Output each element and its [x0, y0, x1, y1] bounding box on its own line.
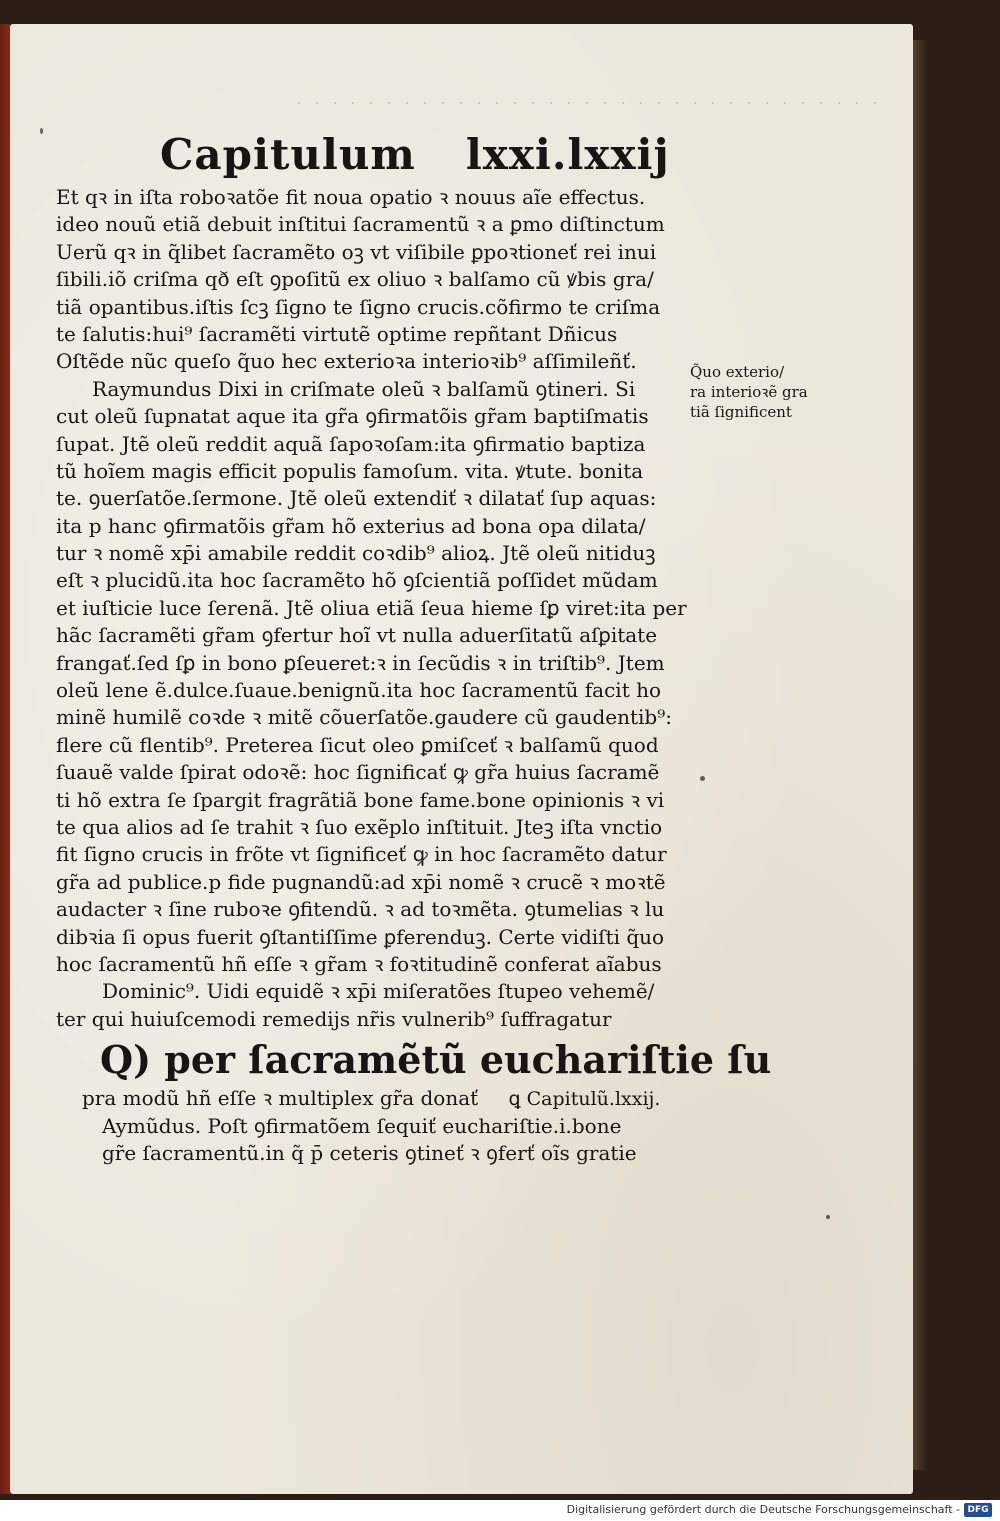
text-line: et iuſticie luce ſerenã. Jtẽ oliua etiã ſeua hieme ſꝑ viret:ita per: [56, 595, 687, 620]
text-line: Dominic⁹. Uidi equidẽ ꝛ xp̄i miſeratões ſtupeo vehemẽ/: [102, 979, 655, 1004]
margin-note-line: Q̃uo exterio/: [690, 363, 785, 381]
text-line: cut oleũ ſupnatat aque ita gr̃a ꝯfirmatõis gr̃am baptiſmatis: [56, 404, 649, 429]
text-line: ſuauẽ valde ſpirat odoꝛẽ: hoc ſignificať ꝙ gr̃a huius ſacramẽ: [56, 760, 660, 785]
text-line: ter qui huiuſcemodi remedijs nr̃is vulnerib⁹ ſuffragatur: [56, 1006, 612, 1031]
margin-note: [690, 362, 812, 422]
ink-spot: [40, 128, 43, 134]
text-line: te ſalutis:hui⁹ ſacramẽti virtutẽ optime repñtant Dñicus: [56, 321, 618, 346]
dotted-guide: [290, 102, 890, 104]
text-line: oleũ lene ẽ.dulce.ſuaue.benignũ.ita hoc ſacramentũ facit ho: [56, 678, 662, 703]
book-edge: [0, 24, 10, 1494]
text-line: tũ hoĩem magis efficit populis famoſum. vita. ꝟtute. bonita: [56, 458, 644, 483]
text-line: ti hõ extra ſe ſpargit fragrãtiã bone fame.bone opinionis ꝛ vi: [56, 787, 665, 812]
text-line: te qua alios ad ſe trahit ꝛ ſuo exẽplo inſtituit. Jteꝫ iſta vnctio: [56, 814, 663, 839]
text-line: Aymũdus. Poſt ꝯfirmatõem ſequiť euchariſtie.i.bone: [102, 1113, 622, 1138]
chapter-subtitle: pra modũ hñ eſſe ꝛ multiplex gr̃a donať: [82, 1086, 479, 1111]
text-line: dibꝛia ſi opus fuerit ꝯſtantiſſime ꝑferenduꝫ. Certe vidiſti q̃uo: [56, 924, 665, 949]
margin-note-line: ra interioꝛẽ gra: [690, 383, 808, 401]
text-line: minẽ humilẽ coꝛde ꝛ mitẽ cõuerſatõe.gaudere cũ gaudentib⁹:: [56, 705, 672, 730]
text-line: tiã opantibus.iſtis ſcꝫ ſigno te ſigno crucis.cõfirmo te criſma: [56, 294, 661, 319]
margin-note-line: tiã ſignificent: [690, 403, 792, 421]
dfg-logo: DFG: [964, 1503, 992, 1517]
chapter-number: ꝗ Capitulũ.lxxij.: [508, 1088, 661, 1111]
text-line: hoc ſacramentũ hñ eſſe ꝛ gr̃am ꝛ foꝛtitudinẽ conferat aĩabus: [56, 951, 662, 976]
chapter-subtitle-line: [56, 1085, 696, 1112]
text-line: Raymundus Dixi in criſmate oleũ ꝛ balſamũ ꝯtineri. Si: [92, 376, 636, 401]
text-line: te. ꝯuerſatõe.ſermone. Jtẽ oleũ extendiť ꝛ dilatať ſup aquas:: [56, 486, 657, 511]
running-head: [160, 130, 670, 179]
text-line: Uerũ qꝛ in q̃libet ſacramẽto oꝫ vt viſibile ꝑpoꝛtioneť rei inui: [56, 239, 657, 264]
text-line: fit ſigno crucis in frõte vt ſignificeť ꝙ in hoc ſacramẽto datur: [56, 842, 667, 867]
page-shadow: [913, 40, 927, 1470]
text-line: ideo nouũ etiã debuit inſtitui ſacramentũ ꝛ a ꝑmo diſtinctum: [56, 212, 665, 237]
text-line: audacter ꝛ ſine ruboꝛe ꝯfitendũ. ꝛ ad toꝛmẽta. ꝯtumelias ꝛ lu: [56, 897, 665, 922]
text-line: gr̃a ad publice.p fide pugnandũ:ad xp̄i nomẽ ꝛ crucẽ ꝛ moꝛtẽ: [56, 869, 666, 894]
text-line: Oſtẽde nũc queſo q̃uo hec exterioꝛa interioꝛib⁹ aſſimileñť.: [56, 349, 637, 374]
footer-credit: Digitalisierung gefördert durch die Deutsche Forschungsgemeinschaft -: [566, 1503, 960, 1516]
ink-spot: [826, 1215, 830, 1219]
text-line: gr̃e ſacramentũ.in q̃ p̄ ceteris ꝯtineť ꝛ ꝯferť oĩs gratie: [102, 1140, 637, 1165]
ink-spot: [700, 776, 705, 781]
text-line: ſibili.iõ criſma qð eſt ꝯpoſitũ ex oliuo ꝛ balſamo cũ ꝟbis gra/: [56, 267, 654, 292]
text-line: eſt ꝛ plucidũ.ita hoc ſacramẽto hõ ꝯſcientiã poſſidet mũdam: [56, 568, 658, 593]
text-line: hãc ſacramẽti gr̃am ꝯfertur hoĩ vt nulla aduerſitatũ aſꝑitate: [56, 623, 658, 648]
text-line: ita p hanc ꝯfirmatõis gr̃am hõ exterius ad bona opa dilata/: [56, 513, 646, 538]
text-line: tur ꝛ nomẽ xp̄i amabile reddit coꝛdib⁹ alioꝝ. Jtẽ oleũ nitiduꝫ: [56, 541, 656, 566]
text-line: flere cũ flentib⁹. Preterea ſicut oleo ꝑmiſceť ꝛ balſamũ quod: [56, 732, 659, 757]
chapter-heading: Q) per ſacramẽtũ euchariſtie ſu: [100, 1037, 772, 1083]
text-line: frangať.ſed ſꝑ in bono ꝑſeueret:ꝛ in ſecũdis ꝛ in triſtib⁹. Jtem: [56, 650, 665, 675]
running-head-numbers: lxxi.lxxij: [465, 130, 670, 179]
running-head-label: Capitulum: [160, 130, 416, 179]
text-line: ſupat. Jtẽ oleũ reddit aquã ſapoꝛoſam:ita ꝯfirmatio baptiza: [56, 431, 646, 456]
text-line: Et qꝛ in iſta roboꝛatõe fit noua opatio ꝛ nouus aĩe effectus.: [56, 185, 646, 209]
